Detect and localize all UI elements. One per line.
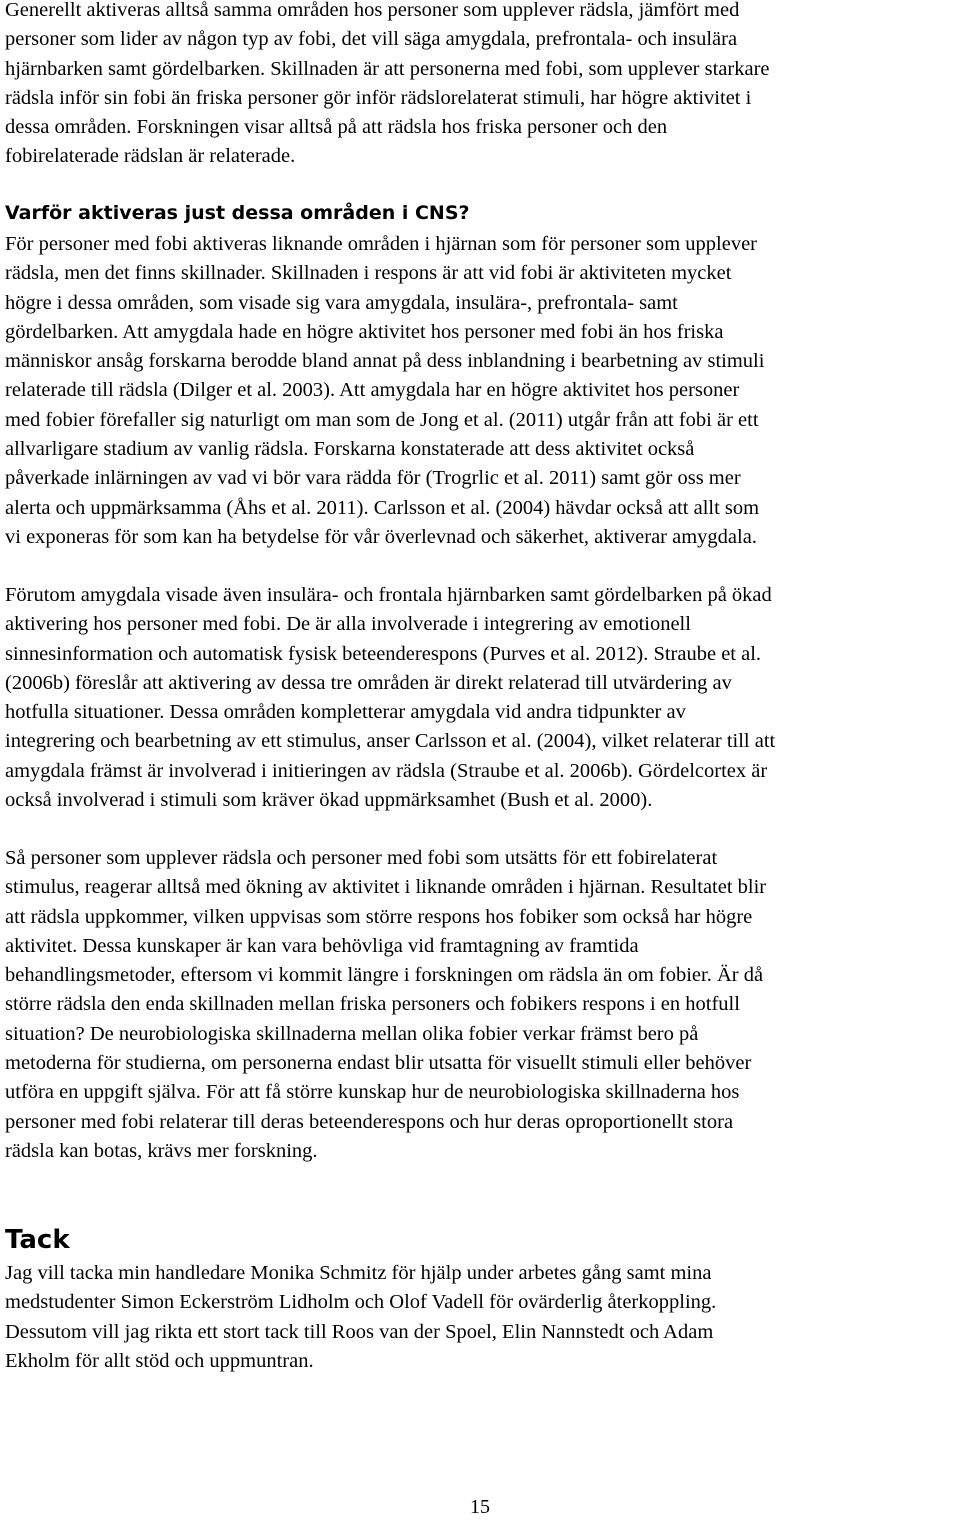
text-line: dessa områden. Forskningen visar alltså på att rädsla hos friska personer och den	[5, 116, 668, 139]
text-line: sinnesinformation och automatisk fysisk beteenderespons (Purves et al. 2012). Straube et al.	[5, 642, 762, 665]
tack-paragraph	[5, 1259, 960, 1376]
text-line: metoderna för studierna, om personerna endast blir utsatta för visuellt stimuli eller behöver	[5, 1052, 752, 1075]
text-line: (2006b) föreslår att aktivering av dessa tre områden är direkt relaterad till utvärdering av	[5, 671, 732, 694]
text-line: integrering och bearbetning av ett stimulus, anser Carlsson et al. (2004), vilket relaterar till att	[5, 730, 776, 753]
text-line: För personer med fobi aktiveras liknande områden i hjärnan som för personer som upplever	[5, 233, 758, 255]
text-line: större rädsla den enda skillnaden mellan friska personers och fobikers respons i en hotfull	[5, 993, 740, 1016]
text-line: amygdala främst är involverad i initieringen av rädsla (Straube et al. 2006b). Gördelcortex är	[5, 759, 768, 782]
text-line: personer som lider av någon typ av fobi, det vill säga amygdala, prefrontala- och insulära	[5, 28, 738, 51]
section-heading-tack: Tack	[5, 1225, 70, 1255]
text-line: aktivitet. Dessa kunskaper är kan vara behövliga vid framtagning av framtida	[5, 934, 639, 957]
text-line: rädsla kan botas, krävs mer forskning.	[5, 1139, 318, 1162]
text-line: medstudenter Simon Eckerström Lidholm och Olof Vadell för ovärderlig återkoppling.	[5, 1291, 717, 1314]
text-line: människor ansåg forskarna berodde bland annat på dess inblandning i bearbetning av stimuli	[5, 350, 765, 373]
text-line: behandlingsmetoder, eftersom vi kommit längre i forskningen om rädsla än om fobier. Är då	[5, 964, 764, 987]
text-line: Jag vill tacka min handledare Monika Schmitz för hjälp under arbetes gång samt mina	[5, 1262, 712, 1284]
text-line: situation? De neurobiologiska skillnaderna mellan olika fobier verkar främst bero på	[5, 1022, 699, 1045]
text-line: Förutom amygdala visade även insulära- och frontala hjärnbarken samt gördelbarken på ökad	[5, 584, 772, 606]
text-line: rädsla inför sin fobi än friska personer gör inför rädslorelaterat stimuli, har högre aktivitet i	[5, 86, 752, 109]
cns-paragraph	[5, 230, 960, 552]
section-heading-cns: Varför aktiveras just dessa områden i CNS?	[5, 202, 470, 224]
text-line: alerta och uppmärksamma (Åhs et al. 2011). Carlsson et al. (2004) hävdar också att allt som	[5, 496, 760, 519]
text-line: gördelbarken. Att amygdala hade en högre aktivitet hos personer med fobi än hos friska	[5, 320, 724, 343]
text-line: vi exponeras för som kan ha betydelse för vår överlevnad och säkerhet, aktiverar amygdala.	[5, 525, 757, 548]
text-line: att rädsla uppkommer, vilken uppvisas som större respons hos fobiker som också har högre	[5, 905, 753, 928]
text-line: Generellt aktiveras alltså samma områden hos personer som upplever rädsla, jämfört med	[5, 0, 740, 21]
text-line: utföra en uppgift själva. För att få större kunskap hur de neurobiologiska skillnaderna hos	[5, 1081, 740, 1104]
amygdala-paragraph	[5, 581, 960, 815]
text-line: Dessutom vill jag rikta ett stort tack till Roos van der Spoel, Elin Nannstedt och Adam	[5, 1320, 714, 1343]
text-line: stimulus, reagerar alltså med ökning av aktivitet i liknande områden i hjärnan. Resultatet blir	[5, 876, 767, 899]
intro-paragraph	[5, 0, 960, 172]
text-line: högre i dessa områden, som visade sig vara amygdala, insulära-, prefrontala- samt	[5, 291, 678, 314]
text-line: rädsla, men det finns skillnader. Skillnaden i respons är att vid fobi är aktiviteten mycket	[5, 262, 732, 285]
page-number: 15	[470, 1496, 490, 1518]
text-line: Ekholm för allt stöd och uppmuntran.	[5, 1349, 314, 1372]
text-line: också involverad i stimuli som kräver ökad uppmärksamhet (Bush et al. 2000).	[5, 789, 653, 812]
text-line: fobirelaterade rädslan är relaterade.	[5, 145, 296, 168]
text-line: med fobier förefaller sig naturligt om man som de Jong et al. (2011) utgår från att fobi är ett	[5, 408, 759, 431]
text-line: Så personer som upplever rädsla och personer med fobi som utsätts för ett fobirelaterat	[5, 847, 718, 869]
text-line: aktivering hos personer med fobi. De är alla involverade i integrering av emotionell	[5, 613, 691, 636]
text-line: allvarligare stadium av vanlig rädsla. Forskarna konstaterade att dess aktivitet också	[5, 438, 695, 461]
text-line: personer med fobi relaterar till deras beteenderespons och hur deras oproportionellt stora	[5, 1110, 734, 1133]
text-line: påverkade inlärningen av vad vi bör vara rädda för (Trogrlic et al. 2011) samt gör oss mer	[5, 467, 741, 490]
text-line: hjärnbarken samt gördelbarken. Skillnaden är att personerna med fobi, som upplever starkare	[5, 57, 770, 80]
text-line: hotfulla situationer. Dessa områden kompletterar amygdala vid andra tidpunkter av	[5, 701, 686, 724]
summary-paragraph	[5, 844, 960, 1166]
text-line: relaterade till rädsla (Dilger et al. 2003). Att amygdala har en högre aktivitet hos personer	[5, 379, 740, 402]
